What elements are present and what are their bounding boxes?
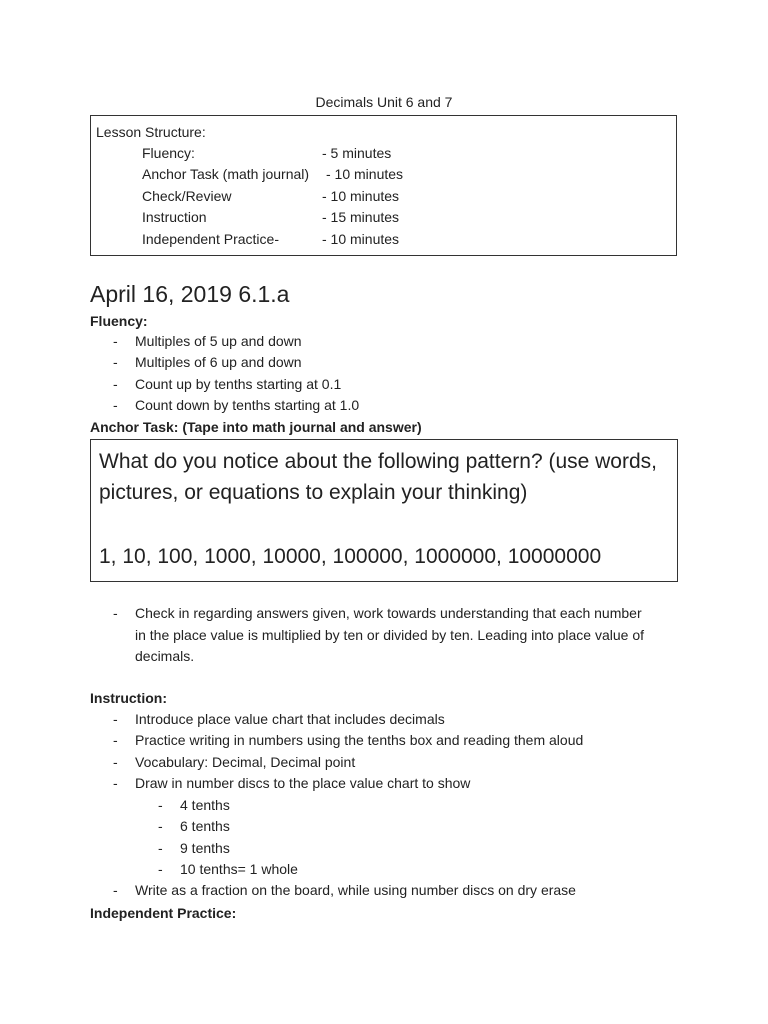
anchor-task-pattern: 1, 10, 100, 1000, 10000, 100000, 1000000, 10000000 — [99, 545, 602, 568]
anchor-task-question: What do you notice about the following pattern? (use words, pictures, or equations to explain your thinking) — [99, 450, 657, 504]
bullet-dash: - — [113, 376, 118, 392]
anchor-task-note: Check in regarding answers given, work towards understanding that each number in the place value is multiplied by ten or divided by ten. Leading into place value of decimals. — [135, 605, 644, 664]
list-item-text: Draw in number discs to the place value chart to show — [135, 775, 471, 791]
lesson-date-heading: April 16, 2019 6.1.a — [90, 281, 290, 307]
structure-row-independent-practice — [142, 229, 662, 249]
bullet-dash: - — [113, 397, 118, 413]
list-item-text: 4 tenths — [180, 797, 230, 813]
bullet-dash: - — [158, 818, 163, 834]
bullet-dash: - — [113, 711, 118, 727]
structure-row-duration: - 15 minutes — [322, 209, 400, 225]
list-item-text: Count down by tenths starting at 1.0 — [135, 397, 360, 413]
bullet-dash: - — [113, 754, 118, 770]
bullet-dash: - — [158, 797, 163, 813]
list-item-text: 6 tenths — [180, 818, 230, 834]
structure-row-duration: - 5 minutes — [322, 145, 392, 161]
bullet-dash: - — [113, 605, 118, 621]
structure-row-instruction — [142, 207, 662, 227]
independent-practice-heading: Independent Practice: — [90, 905, 237, 921]
structure-row-anchor-task — [142, 164, 662, 184]
list-item-text: Count up by tenths starting at 0.1 — [135, 376, 342, 392]
document-title: Decimals Unit 6 and 7 — [315, 94, 453, 110]
bullet-dash: - — [113, 882, 118, 898]
list-item-text: Multiples of 6 up and down — [135, 354, 302, 370]
list-item-text: 9 tenths — [180, 840, 230, 856]
list-item-text: Multiples of 5 up and down — [135, 333, 302, 349]
bullet-dash: - — [113, 732, 118, 748]
list-item-text: Write as a fraction on the board, while using number discs on dry erase — [135, 882, 576, 898]
anchor-task-box — [90, 439, 678, 582]
structure-row-check-review — [142, 186, 662, 206]
structure-row-label: Fluency: — [142, 145, 195, 161]
fluency-heading: Fluency: — [90, 313, 148, 329]
bullet-dash: - — [113, 775, 118, 791]
list-item-text: Vocabulary: Decimal, Decimal point — [135, 754, 356, 770]
list-item-text: 10 tenths= 1 whole — [180, 861, 298, 877]
structure-row-duration: - 10 minutes — [322, 231, 400, 247]
structure-row-label: Instruction — [142, 209, 207, 225]
lesson-structure-box — [90, 115, 677, 256]
list-item-text: Practice writing in numbers using the tenths box and reading them aloud — [135, 732, 584, 748]
anchor-task-heading: Anchor Task: (Tape into math journal and answer) — [90, 419, 422, 435]
list-item-text: Introduce place value chart that includes decimals — [135, 711, 445, 727]
bullet-dash: - — [113, 354, 118, 370]
instruction-heading: Instruction: — [90, 690, 167, 706]
bullet-dash: - — [158, 840, 163, 856]
bullet-dash: - — [113, 333, 118, 349]
structure-row-fluency — [142, 143, 662, 163]
structure-row-label: Anchor Task (math journal) — [142, 166, 310, 182]
structure-row-label: Independent Practice- — [142, 231, 279, 247]
bullet-dash: - — [158, 861, 163, 877]
structure-row-duration: - 10 minutes — [326, 166, 404, 182]
lesson-structure-heading: Lesson Structure: — [96, 124, 206, 140]
structure-row-duration: - 10 minutes — [322, 188, 400, 204]
structure-row-label: Check/Review — [142, 188, 232, 204]
